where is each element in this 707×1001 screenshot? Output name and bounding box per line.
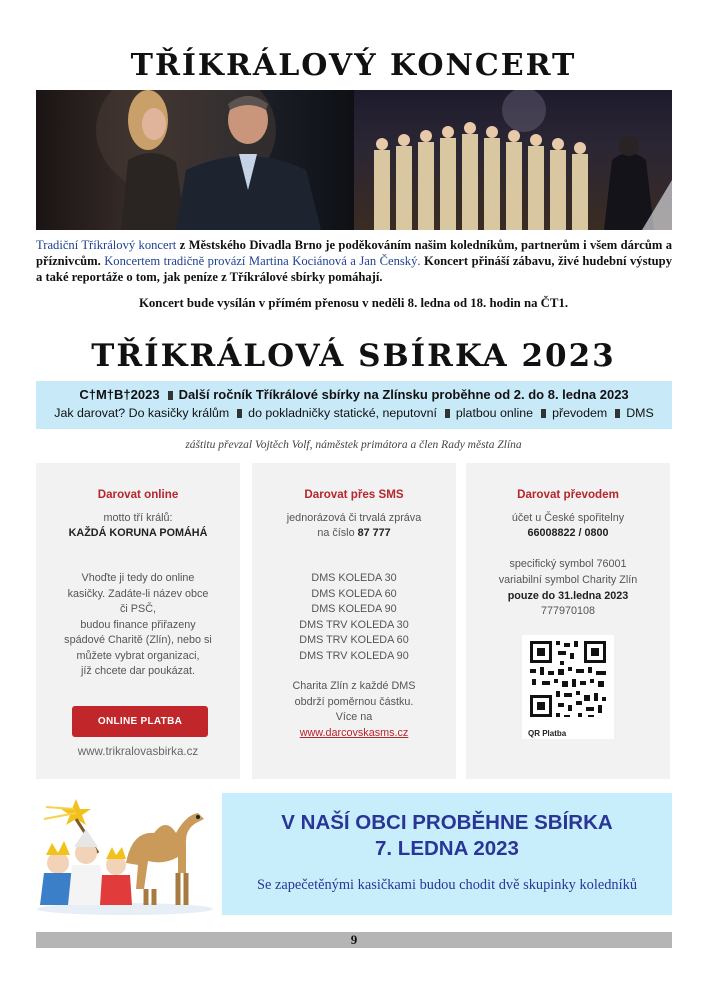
- separator-icon: [168, 391, 173, 400]
- donate-sms-card: [252, 463, 456, 779]
- collection-title: TŘÍKRÁLOVÁ SBÍRKA 2023: [91, 338, 616, 374]
- concert-hosts-text: Koncertem tradičně provází Martina Kociánová a Jan Čenský.: [104, 254, 421, 268]
- sms-number-line: [262, 526, 446, 542]
- sms-number: 87 777: [357, 527, 391, 539]
- sms-code: DMS TRV KOLEDA 90: [299, 649, 409, 662]
- page-number: 9: [36, 932, 672, 948]
- local-collection-note: Se zapečetěnými kasičkami budou chodit dvě skupinky koledníků: [256, 877, 638, 893]
- sms-codes: [262, 571, 446, 664]
- qr-label: QR Platba: [528, 729, 567, 738]
- text-line: Více na: [335, 711, 373, 723]
- way-item: do pokladničky statické, neputovní: [248, 406, 437, 420]
- text-line: kasičky. Zadáte-li název obce: [67, 587, 209, 600]
- online-description: [46, 571, 230, 680]
- card-heading: Darovat převodem: [517, 488, 619, 501]
- concert-hosts-photo: [36, 90, 354, 230]
- banner-line-ways: [36, 406, 672, 420]
- heading-line: 7. LEDNA 2023: [375, 837, 519, 860]
- broadcast-info: Koncert bude vysílán v přímém přenosu v neděli 8. ledna od 18. hodin na ČT1.: [138, 296, 569, 310]
- way-item: převodem: [552, 406, 608, 420]
- text-line: obdrží poměrnou částku.: [294, 695, 414, 708]
- way-item: DMS: [626, 406, 654, 420]
- way-item: Jak darovat? Do kasičky králům: [54, 406, 230, 420]
- account-label: účet u České spořitelny: [511, 512, 625, 524]
- concert-content-text: Koncert přináší zábavu, živé hudební výstupy a také reportáže o tom, jak peníze z Tříkrálové sbírky pomáhají.: [36, 254, 672, 284]
- donate-online-card: [36, 463, 240, 779]
- qr-code-icon: [522, 635, 614, 723]
- sms-code: DMS KOLEDA 90: [311, 603, 397, 615]
- account-number: 66008822 / 0800: [527, 527, 609, 539]
- separator-icon: [237, 409, 242, 418]
- text-line: spádové Charitě (Zlín), nebo si: [64, 634, 212, 646]
- motto-label: motto tří králů:: [103, 512, 173, 524]
- deadline: pouze do 31.ledna 2023: [507, 590, 629, 602]
- separator-icon: [615, 409, 620, 418]
- qr-payment-code[interactable]: [522, 635, 614, 739]
- sms-code: DMS TRV KOLEDA 30: [299, 618, 409, 631]
- local-collection-box: [222, 793, 672, 915]
- separator-icon: [541, 409, 546, 418]
- patron-note: záštitu převzal Vojtěch Volf, náměstek primátora a člen Rady města Zlína: [185, 439, 522, 451]
- sms-code: DMS KOLEDA 60: [311, 587, 397, 600]
- text-line: budou finance přiřazeny: [80, 618, 196, 631]
- online-payment-button[interactable]: ONLINE PLATBA: [72, 706, 208, 737]
- collection-banner: [36, 381, 672, 429]
- card-heading: Darovat online: [97, 488, 179, 501]
- card-heading: Darovat přes SMS: [304, 488, 404, 501]
- sms-code: DMS KOLEDA 30: [311, 572, 397, 584]
- online-url[interactable]: www.trikralovasbirka.cz: [77, 745, 199, 758]
- heading-line: V NAŠÍ OBCI PROBĚHNE SBÍRKA: [281, 811, 613, 834]
- banner-code: C†M†B†2023: [79, 387, 160, 402]
- variable-symbol-label: variabilní symbol Charity Zlín: [498, 574, 638, 586]
- three-kings-camel-illustration: [36, 793, 214, 915]
- text-line: či PSČ,: [120, 603, 156, 615]
- concert-name-text: Tradiční Tříkrálový koncert: [36, 238, 177, 252]
- local-collection-heading: [222, 810, 672, 862]
- specific-symbol: specifický symbol 76001: [509, 558, 627, 570]
- text-line: jíž chcete dar poukázat.: [80, 665, 196, 677]
- choir-photo: [354, 90, 672, 230]
- concert-title: TŘÍKRÁLOVÝ KONCERT: [130, 48, 577, 83]
- text-line: Vhoďte ji tedy do online: [81, 572, 195, 584]
- sms-note: [262, 679, 446, 741]
- separator-icon: [445, 409, 450, 418]
- sms-link[interactable]: www.darcovskasms.cz: [299, 726, 409, 739]
- way-item: platbou online: [455, 406, 534, 420]
- variable-symbol: 777970108: [540, 605, 596, 617]
- text-line: můžete vybrat organizaci,: [76, 649, 200, 662]
- sms-number-label: na číslo: [317, 527, 355, 539]
- banner-line-dates: [36, 387, 672, 402]
- sms-intro: jednorázová či trvalá zpráva: [286, 512, 422, 524]
- banner-dates: Další ročník Tříkrálové sbírky na Zlínsku proběhne od 2. do 8. ledna 2023: [178, 387, 629, 402]
- concert-description: [36, 237, 672, 285]
- sms-code: DMS TRV KOLEDA 60: [299, 634, 409, 646]
- donate-transfer-card: [466, 463, 670, 779]
- text-line: Charita Zlín z každé DMS: [292, 680, 416, 692]
- motto-text: KAŽDÁ KORUNA POMÁHÁ: [68, 527, 208, 539]
- concert-thanks-text: z Městského Divadla Brno je poděkováním našim koledníkům, partnerům i všem dárcům a příznivcům.: [36, 238, 672, 268]
